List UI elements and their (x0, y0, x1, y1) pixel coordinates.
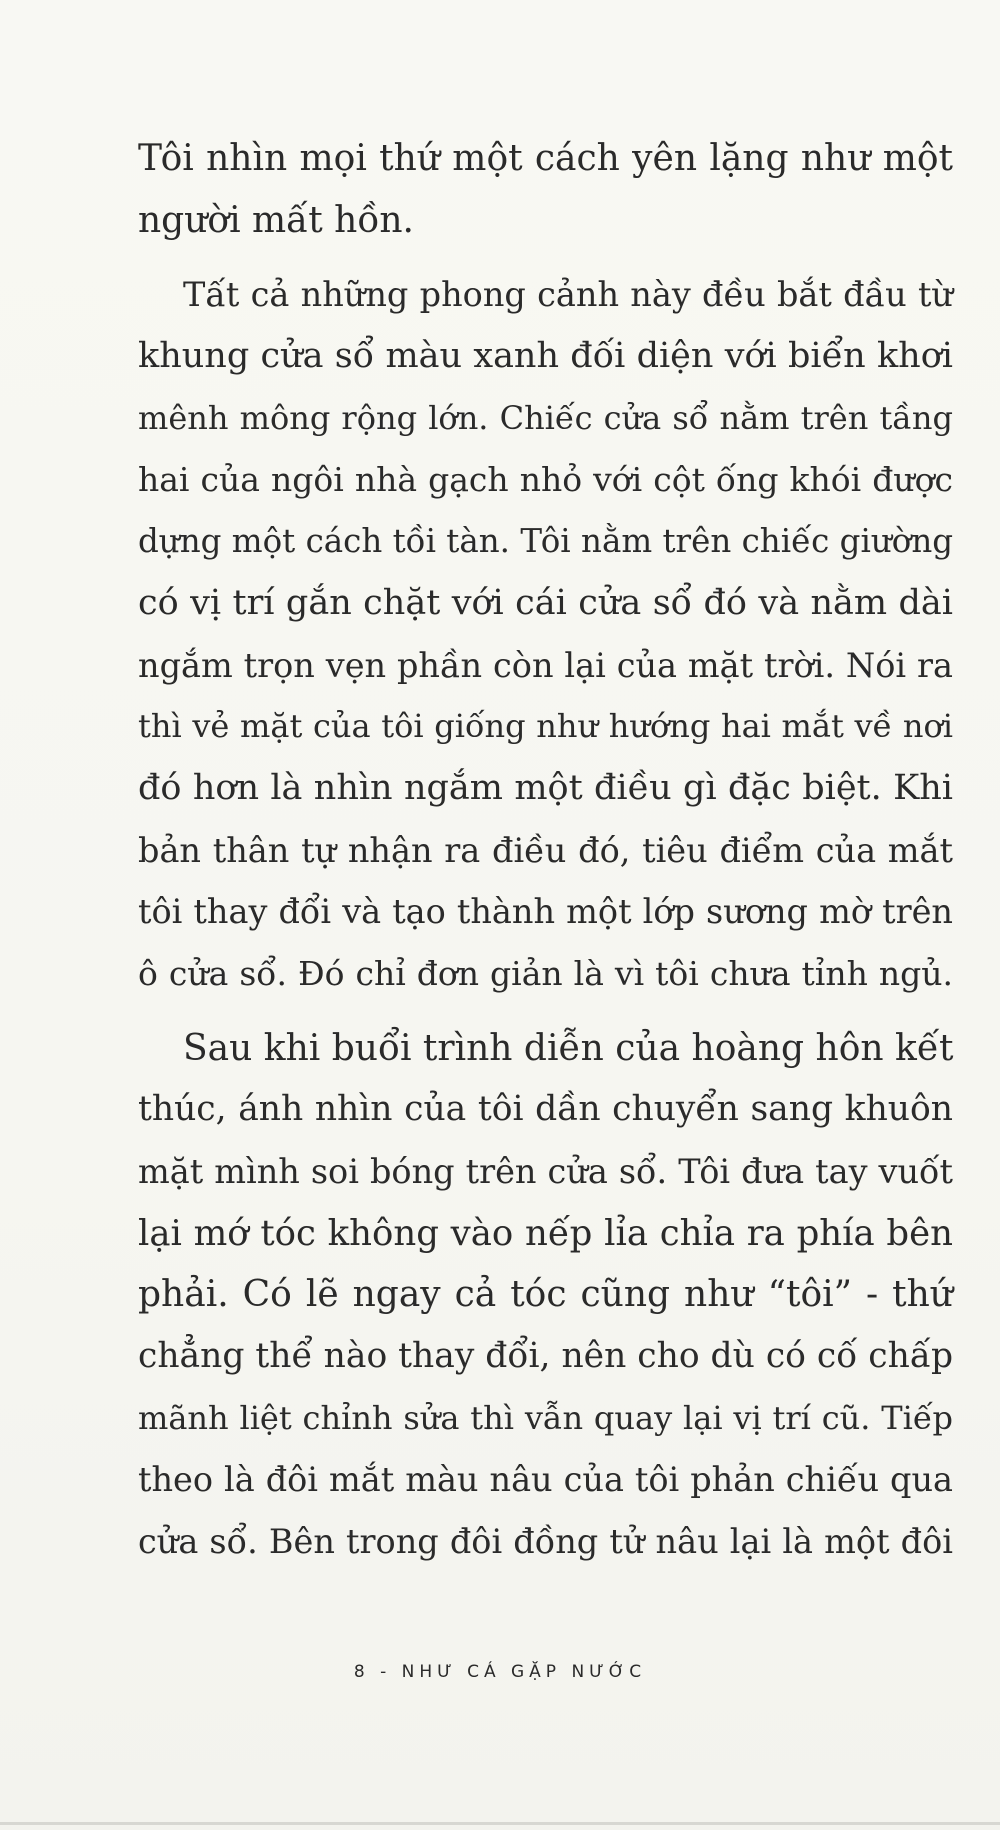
text-line: đó hơn là nhìn ngắm một điều gì đặc biệt. Khi (138, 767, 953, 808)
text-line: người mất hồn. (138, 199, 414, 241)
text-line: có vị trí gắn chặt với cái cửa sổ đó và nằm dài (138, 582, 953, 623)
text-line: dựng một cách tồi tàn. Tôi nằm trên chiếc giường (138, 522, 954, 561)
text-line: phải. Có lẽ ngay cả tóc cũng như “tôi” - thứ (138, 1274, 953, 1316)
page-footer: 8 - NHƯ CÁ GẶP NƯỚC (353, 1662, 647, 1682)
paragraph-3 (138, 1018, 953, 1573)
paragraph-1 (138, 128, 953, 251)
text-line: tôi thay đổi và tạo thành một lớp sương mờ trên (138, 892, 953, 932)
text-line: bản thân tự nhận ra điều đó, tiêu điểm của mắt (138, 830, 953, 870)
paragraph-2 (138, 264, 953, 1004)
text-line: Tôi nhìn mọi thứ một cách yên lặng như một (138, 138, 953, 179)
text-line: chẳng thể nào thay đổi, nên cho dù có cố chấp (138, 1336, 954, 1377)
text-line: mênh mông rộng lớn. Chiếc cửa sổ nằm trên tầng (138, 398, 953, 437)
text-line: ngắm trọn vẹn phần còn lại của mặt trời. Nói ra (138, 645, 953, 685)
page-edge (0, 1822, 1000, 1825)
text-line: ô cửa sổ. Đó chỉ đơn giản là vì tôi chưa tỉnh ngủ. (138, 953, 953, 993)
text-line: cửa sổ. Bên trong đôi đồng tử nâu lại là một đôi (138, 1522, 953, 1562)
text-line: Sau khi buổi trình diễn của hoàng hôn kết (183, 1027, 954, 1069)
text-line: mãnh liệt chỉnh sửa thì vẫn quay lại vị trí cũ. Tiếp (138, 1398, 953, 1437)
text-line: thì vẻ mặt của tôi giống như hướng hai mắt về nơi (138, 707, 953, 746)
text-line: Tất cả những phong cảnh này đều bắt đầu từ (183, 275, 953, 315)
text-line: thúc, ánh nhìn của tôi dần chuyển sang khuôn (138, 1089, 953, 1130)
text-line: khung cửa sổ màu xanh đối diện với biển khơi (138, 336, 953, 377)
body-text (138, 128, 953, 1573)
text-line: mặt mình soi bóng trên cửa sổ. Tôi đưa tay vuốt (138, 1152, 953, 1191)
text-line: theo là đôi mắt màu nâu của tôi phản chiếu qua (138, 1460, 953, 1500)
text-line: hai của ngôi nhà gạch nhỏ với cột ống khói được (138, 460, 953, 500)
text-line: lại mớ tóc không vào nếp lỉa chỉa ra phía bên (138, 1212, 953, 1254)
